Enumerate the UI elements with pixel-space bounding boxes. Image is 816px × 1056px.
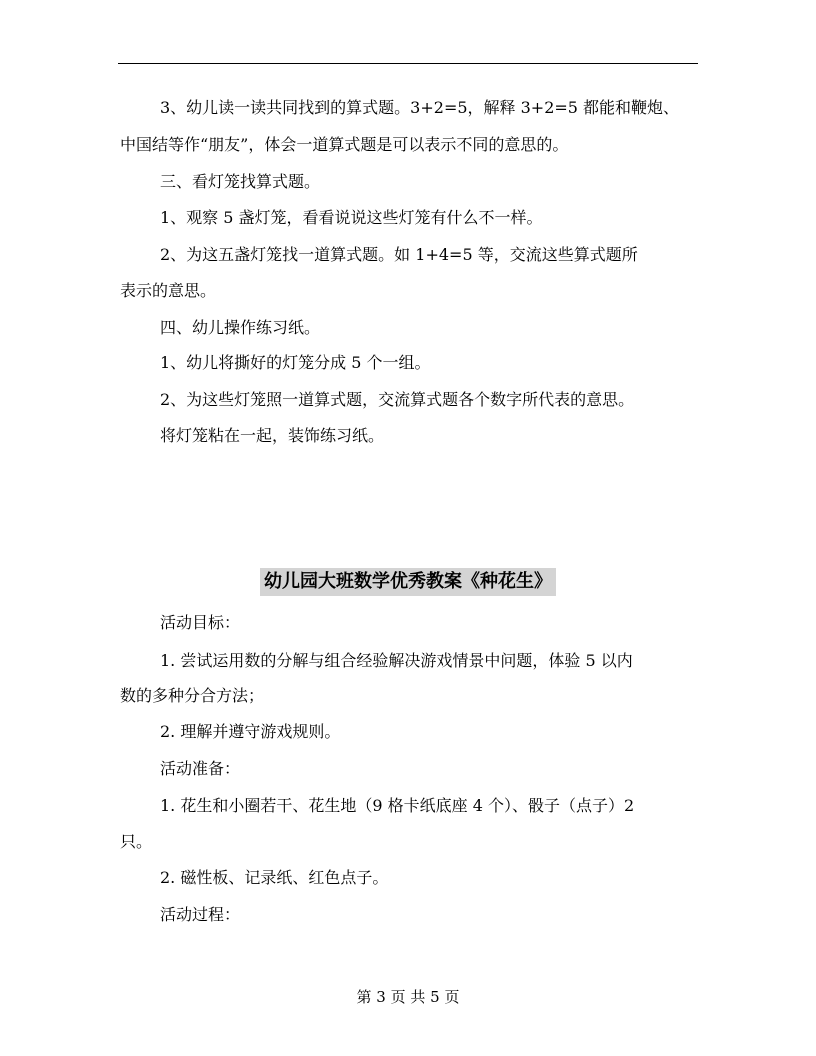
section-label: 活动目标： [160, 613, 241, 632]
paragraph-line: 2、为这五盏灯笼找一道算式题。如 1+4=5 等，交流这些算式题所 [160, 245, 638, 264]
lesson-title-row [0, 568, 816, 596]
lesson-title: 幼儿园大班数学优秀教案《种花生》 [260, 568, 556, 596]
paragraph-line: 中国结等作“朋友”，体会一道算式题是可以表示不同的意思的。 [120, 135, 569, 154]
paragraph-line: 只。 [120, 832, 153, 851]
paragraph-line: 1、幼儿将撕好的灯笼分成 5 个一组。 [160, 353, 431, 372]
paragraph-line: 1. 尝试运用数的分解与组合经验解决游戏情景中问题，体验 5 以内 [160, 651, 633, 670]
paragraph-line: 1. 花生和小圈若干、花生地（9 格卡纸底座 4 个）、骰子（点子）2 [160, 796, 635, 815]
paragraph-line: 2、为这些灯笼照一道算式题，交流算式题各个数字所代表的意思。 [160, 390, 635, 409]
paragraph-line: 2. 理解并遵守游戏规则。 [160, 722, 341, 741]
paragraph-line: 将灯笼粘在一起，装饰练习纸。 [160, 426, 385, 445]
section-heading: 四、幼儿操作练习纸。 [160, 318, 321, 337]
paragraph-line: 2. 磁性板、记录纸、红色点子。 [160, 868, 389, 887]
section-heading: 三、看灯笼找算式题。 [160, 172, 321, 191]
paragraph-line: 表示的意思。 [120, 281, 217, 300]
page-footer: 第 3 页 共 5 页 [356, 988, 460, 1006]
paragraph-line: 3、幼儿读一读共同找到的算式题。3+2=5，解释 3+2=5 都能和鞭炮、 [160, 98, 680, 117]
paragraph-line: 数的多种分合方法； [120, 686, 265, 705]
section-label: 活动准备： [160, 759, 241, 778]
section-label: 活动过程： [160, 905, 241, 924]
header-rule [118, 63, 698, 64]
paragraph-line: 1、观察 5 盏灯笼，看看说说这些灯笼有什么不一样。 [160, 208, 543, 227]
